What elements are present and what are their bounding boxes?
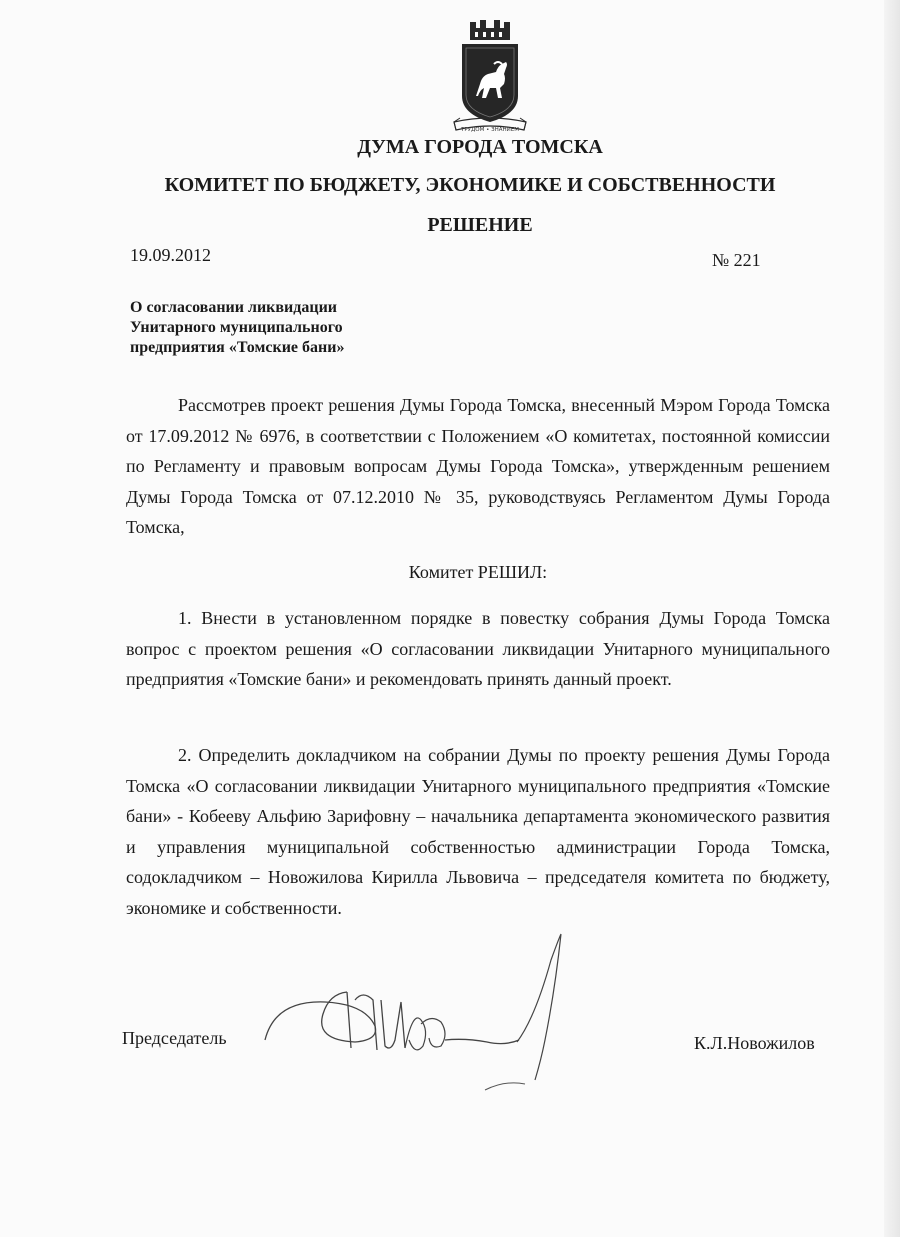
handwritten-signature xyxy=(255,930,575,1100)
emblem-motto-text: ТРУДОМ • ЗНАНИЕМ xyxy=(460,127,520,133)
document-number: № 221 xyxy=(712,250,761,270)
document-subject xyxy=(130,298,390,358)
signatory-title: Председатель xyxy=(122,1028,227,1048)
tomsk-coat-of-arms-icon xyxy=(440,18,540,136)
resolution-item-1: 1. Внести в установленном порядке в повестку собрания Думы Города Томска вопрос с проектом решения «О согласовании ликвидации Унитарного муниципального предприятия «Томские бани» и рекомендовать принять данный проект. xyxy=(126,608,830,689)
organization-title: ДУМА ГОРОДА ТОМСКА xyxy=(357,136,603,158)
emblem-motto xyxy=(430,121,550,135)
committee-title: КОМИТЕТ ПО БЮДЖЕТУ, ЭКОНОМИКЕ И СОБСТВЕННОСТИ xyxy=(164,174,776,196)
subject-line: предприятия «Томские бани» xyxy=(130,339,345,356)
intro-paragraph: Рассмотрев проект решения Думы Города Томска, внесенный Мэром Города Томска от 17.09.2012 № 6976, в соответствии с Положением «О комитетах, постоянной комиссии по Регламенту и правовым вопросам Думы Города Томска», утвержденным решением Думы Города Томска от 07.12.2010 № 35, руководствуясь Регламентом Думы Города Томска, xyxy=(126,395,830,537)
document-date: 19.09.2012 xyxy=(130,245,211,265)
subject-line: Унитарного муниципального xyxy=(130,319,343,336)
resolution-item-2: 2. Определить докладчиком на собрании Думы по проекту решения Думы Города Томска «О согласовании ликвидации Унитарного муниципального предприятия «Томские бани» - Кобееву Альфию Зарифовну – начальника департамента экономического развития и управления муниципальной собственностью администрации Города Томска, содокладчиком – Новожилова Кирилла Львовича – председателя комитета по бюджету, экономике и собственности. xyxy=(126,745,830,918)
resolved-heading: Комитет РЕШИЛ: xyxy=(408,562,548,582)
document-type: РЕШЕНИЕ xyxy=(427,214,533,236)
signatory-name: К.Л.Новожилов xyxy=(694,1033,815,1053)
subject-line: О согласовании ликвидации xyxy=(130,299,337,316)
